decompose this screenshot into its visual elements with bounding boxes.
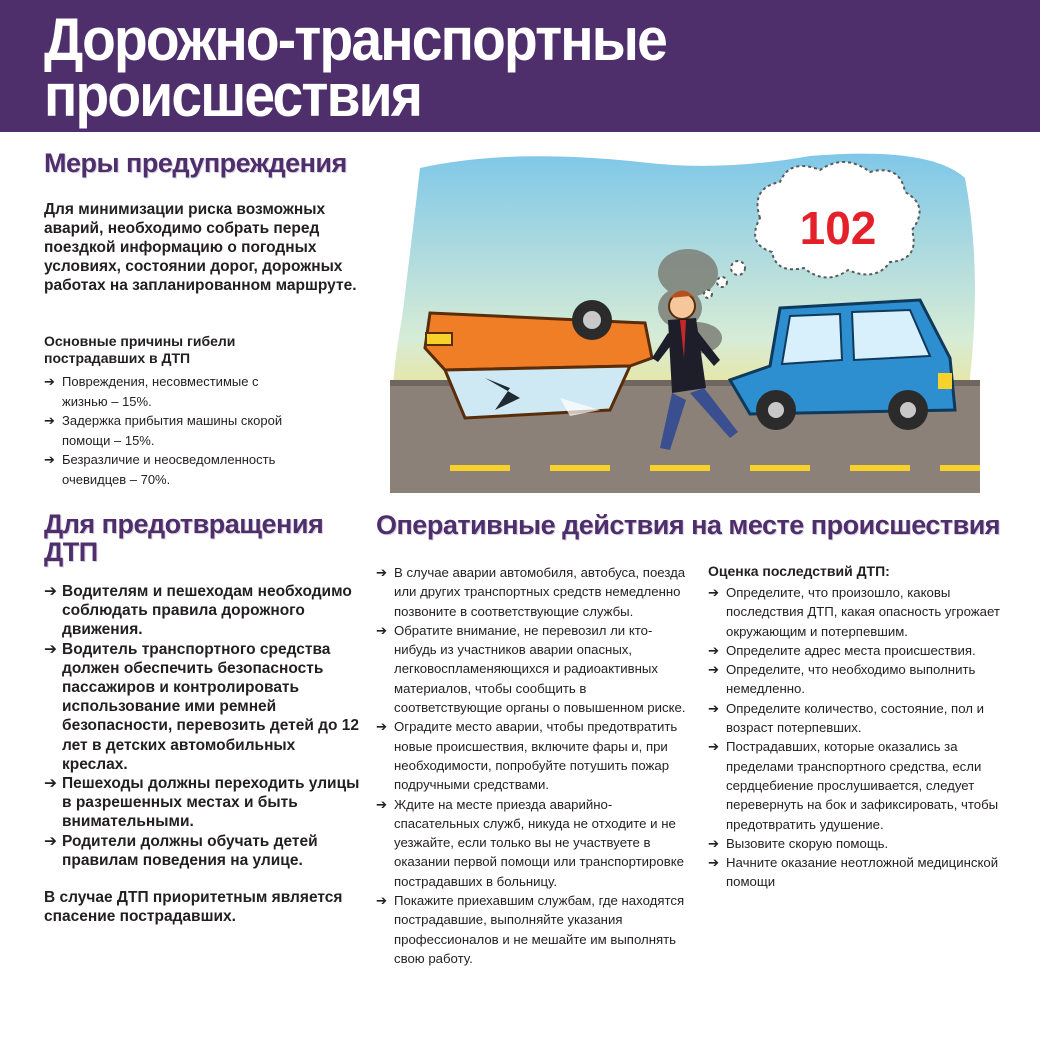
page-title	[44, 6, 743, 129]
page-title-line2: происшествия	[44, 62, 422, 129]
list-item: ➔ Определите, что произошло, каковы последствия ДТП, какая опасность угрожает окружающим и потерпевшим.	[708, 585, 1000, 639]
arrow-icon: ➔	[44, 413, 55, 428]
list-item: ➔ Повреждения, несовместимые с жизнью – 15%.	[44, 374, 259, 409]
list-item: ➔ Ждите на месте приезда аварийно-спасательных служб, никуда не отходите и не уезжайте, если только вы не участвуете в оказании первой помощи или транспортировке пострадавших в больницу.	[376, 796, 684, 889]
prevention-section-title: Для предотвращения ДТП	[44, 509, 324, 567]
list-item: ➔ Водителям и пешеходам необходимо соблюдать правила дорожного движения.	[44, 583, 352, 639]
list-item: ➔ В случае аварии автомобиля, автобуса, поезда или других транспортных средств немедленно позвоните в соответствующие службы.	[376, 565, 686, 619]
list-item: ➔ Безразличие и неосведомленность очевидцев – 70%.	[44, 452, 276, 487]
warning-intro-text: Для минимизации риска возможных аварий, необходимо собрать перед поездкой информацию о погодных условиях, состоянии дорог, дорожных работах на запланированном маршруте.	[44, 201, 357, 294]
arrow-icon: ➔	[376, 622, 388, 638]
list-item: ➔ Обратите внимание, не перевозил ли кто-нибудь из участников аварии опасных, легковоспламеняющихся и радиоактивных материалов, чтобы сообщить в соответствующие органы о повышенном риске.	[376, 622, 686, 716]
list-item: ➔ Определите количество, состояние, пол и возраст потерпевших.	[708, 700, 984, 736]
arrow-icon: ➔	[708, 700, 720, 716]
arrow-icon: ➔	[44, 640, 57, 658]
list-item: ➔ Начните оказание неотложной медицинской помощи	[708, 855, 999, 890]
arrow-icon: ➔	[376, 719, 388, 735]
list-item: ➔ Покажите приехавшим службам, где находятся пострадавшие, выполняйте указания профессионалов и не мешайте им выполнять свою работу.	[376, 893, 685, 966]
list-item: ➔ Оградите место аварии, чтобы предотвратить новые происшествия, включите фары и, при необходимости, попробуйте потушить пожар подручными средствами.	[376, 719, 678, 793]
assessment-title: Оценка последствий ДТП:	[708, 563, 890, 579]
prevention-closing-text: В случае ДТП приоритетным является спасение пострадавших.	[44, 889, 343, 926]
arrow-icon: ➔	[376, 565, 388, 580]
page-title-line1: Дорожно-транспортные	[44, 6, 666, 73]
list-item: ➔ Вызовите скорую помощь.	[708, 834, 1008, 853]
causes-list	[44, 372, 284, 489]
arrow-icon: ➔	[44, 583, 57, 600]
arrow-icon: ➔	[44, 775, 57, 793]
list-item: ➔ Определите адрес места происшествия.	[708, 641, 1008, 660]
list-item: ➔ Водитель транспортного средства должен обеспечить безопасность пассажиров и контролировать использование ими ремней безопасности, перевозить детей до 12 лет в детских автомобильных креслах.	[44, 640, 360, 773]
list-item: ➔ Определите, что необходимо выполнить немедленно.	[708, 662, 976, 697]
header-banner	[0, 0, 1040, 132]
prevention-list	[44, 582, 364, 870]
emergency-number: 102	[799, 202, 877, 254]
causes-title: Основные причины гибели пострадавших в ДТП	[44, 333, 236, 366]
arrow-icon: ➔	[708, 739, 720, 755]
arrow-icon: ➔	[376, 893, 388, 909]
list-item: ➔ Задержка прибытия машины скорой помощи – 15%.	[44, 413, 283, 448]
list-item: ➔ Пешеходы должны переходить улицы в разрешенных местах и быть внимательными.	[44, 775, 360, 831]
arrow-icon: ➔	[708, 642, 720, 658]
assessment-list	[708, 583, 1008, 892]
arrow-icon: ➔	[708, 855, 720, 871]
list-item: ➔ Пострадавших, которые оказались за пределами транспортного средства, если сердцебиение прослушивается, следует перевернуть на бок и зафиксировать, чтобы предотвратить удушение.	[708, 739, 999, 832]
arrow-icon: ➔	[44, 374, 55, 389]
actions-section-title: Оперативные действия на месте происшествия	[376, 510, 1001, 540]
list-item: ➔ Родители должны обучать детей правилам поведения на улице.	[44, 832, 318, 869]
actions-list	[376, 563, 686, 968]
arrow-icon: ➔	[44, 832, 57, 850]
arrow-icon: ➔	[708, 835, 720, 851]
accident-illustration	[390, 148, 980, 500]
arrow-icon: ➔	[708, 585, 720, 600]
arrow-icon: ➔	[44, 452, 55, 467]
arrow-icon: ➔	[708, 662, 720, 678]
warning-section-title: Меры предупреждения	[44, 148, 347, 178]
arrow-icon: ➔	[376, 796, 388, 812]
